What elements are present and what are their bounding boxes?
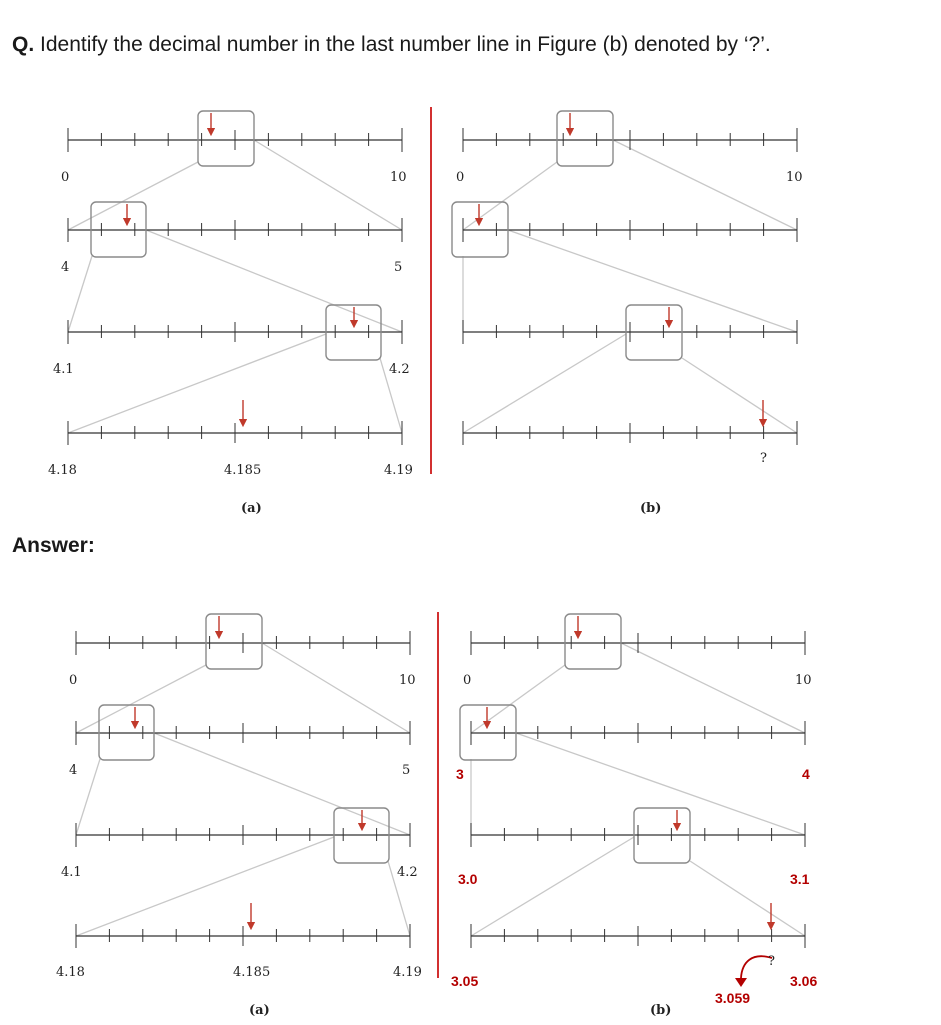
- b-guide: [682, 358, 797, 433]
- aa1-left-label: 0: [69, 673, 78, 688]
- bb4-unknown-label: ?: [768, 954, 775, 969]
- answer-heading: Answer:: [12, 534, 95, 557]
- answer-result-label: 3.059: [715, 990, 751, 1006]
- a-zoom-box: [206, 614, 262, 669]
- a3-left-label: 4.1: [53, 362, 74, 377]
- caption-a-top: (a): [241, 501, 262, 516]
- a4-right-label: 4.19: [384, 463, 413, 478]
- b-guide: [471, 837, 634, 936]
- bb1-right-label: 10: [795, 673, 812, 688]
- b-zoom-box: [565, 614, 621, 669]
- b-guide: [463, 334, 626, 433]
- aa4-right-label: 4.19: [393, 965, 422, 980]
- question-prefix: Q.: [12, 33, 35, 56]
- b-zoom-box: [557, 111, 613, 166]
- a2-left-label: 4: [61, 260, 70, 275]
- b-guide: [471, 665, 565, 733]
- bb4-left-label: 3.05: [451, 973, 479, 989]
- aa4-left-label: 4.18: [56, 965, 85, 980]
- aa2-right-label: 5: [402, 763, 411, 778]
- bb2-right-label: 4: [802, 766, 810, 782]
- a-guide: [154, 733, 410, 835]
- a1-left-label: 0: [61, 170, 70, 185]
- b-guide: [508, 230, 797, 332]
- a-guide: [68, 162, 198, 230]
- b-guide: [690, 861, 805, 936]
- bb4-right-label: 3.06: [790, 973, 818, 989]
- a1-right-label: 10: [390, 170, 407, 185]
- b-guide: [613, 140, 797, 230]
- caption-b-bottom: (b): [650, 1003, 672, 1018]
- aa4-mid-label: 4.185: [233, 965, 271, 980]
- a-guide: [76, 837, 334, 936]
- a-guide: [262, 643, 410, 733]
- b1-right-label: 10: [786, 170, 803, 185]
- a-zoom-box: [198, 111, 254, 166]
- diagram-group: [68, 107, 805, 987]
- a-guide: [254, 140, 402, 230]
- aa3-right-label: 4.2: [397, 865, 418, 880]
- aa3-left-label: 4.1: [61, 865, 82, 880]
- b-guide: [463, 162, 557, 230]
- bb1-left-label: 0: [463, 673, 472, 688]
- aa1-right-label: 10: [399, 673, 416, 688]
- b-guide: [516, 733, 805, 835]
- a-guide: [146, 230, 402, 332]
- a-guide: [68, 256, 92, 332]
- a-guide: [76, 665, 206, 733]
- question-body: Identify the decimal number in the last number line in Figure (b) denoted by ‘?’.: [40, 33, 771, 56]
- b4-unknown-label: ?: [760, 451, 767, 466]
- bb3-left-label: 3.0: [458, 871, 478, 887]
- a-guide: [68, 334, 326, 433]
- b-guide: [621, 643, 805, 733]
- answer-arrow-head: [735, 978, 747, 987]
- aa2-left-label: 4: [69, 763, 78, 778]
- caption-a-bottom: (a): [249, 1003, 270, 1018]
- caption-b-top: (b): [640, 501, 662, 516]
- a4-left-label: 4.18: [48, 463, 77, 478]
- a2-right-label: 5: [394, 260, 403, 275]
- a-guide: [76, 759, 100, 835]
- bb2-left-label: 3: [456, 766, 464, 782]
- a4-mid-label: 4.185: [224, 463, 262, 478]
- a3-right-label: 4.2: [389, 362, 410, 377]
- bb3-right-label: 3.1: [790, 871, 810, 887]
- b1-left-label: 0: [456, 170, 465, 185]
